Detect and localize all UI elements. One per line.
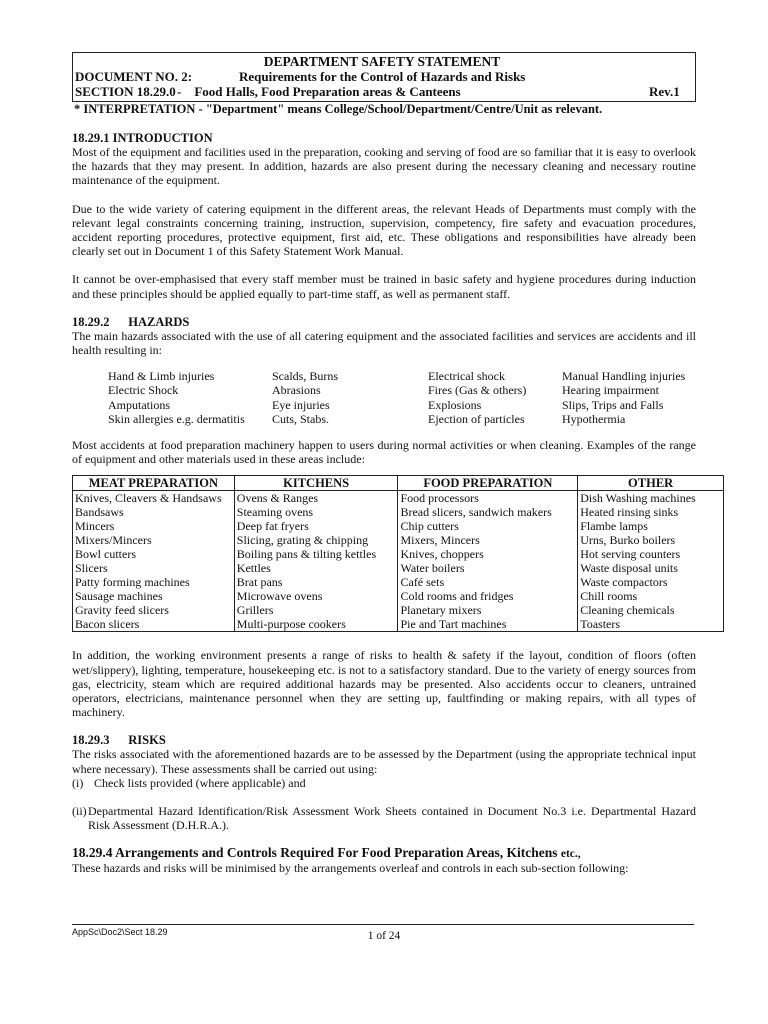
list-number: (i) <box>72 775 84 790</box>
doc-title: Requirements for the Control of Hazards and Risks <box>239 69 526 84</box>
table-cell: Food processors <box>398 491 578 506</box>
hazards-paragraph-1: The main hazards associated with the use of all catering equipment and the associated facilities and services are accidents and ill health resulting in: <box>72 328 696 358</box>
hazard-item: Hypothermia <box>562 411 626 426</box>
hazard-item: Slips, Trips and Falls <box>562 397 664 412</box>
table-row <box>73 561 724 575</box>
hazard-item: Manual Handling injuries <box>562 369 686 384</box>
table-cell: Boiling pans & tilting kettles <box>234 547 398 561</box>
table-row <box>73 519 724 533</box>
table-cell: Microwave ovens <box>234 589 398 603</box>
table-cell: Planetary mixers <box>398 603 578 617</box>
list-text: Departmental Hazard Identification/Risk Assessment Work Sheets contained in Document No.3 i.e. Departmental Hazard Risk Assessment (D.H.R.A.). <box>88 804 696 833</box>
table-cell: Grillers <box>234 603 398 617</box>
table-cell: Deep fat fryers <box>234 519 398 533</box>
header-doc-row <box>75 69 689 84</box>
section-title: - Food Halls, Food Preparation areas & Canteens <box>177 84 461 99</box>
hazard-item: Cuts, Stabs. <box>272 411 330 426</box>
table-cell: Toasters <box>578 617 724 632</box>
risks-list-item <box>72 776 696 790</box>
table-cell: Gravity feed slicers <box>73 603 235 617</box>
hazard-item: Scalds, Burns <box>272 369 338 384</box>
table-cell: Mincers <box>73 519 235 533</box>
table-cell: Café sets <box>398 575 578 589</box>
table-cell: Hot serving counters <box>578 547 724 561</box>
table-cell: Waste disposal units <box>578 561 724 575</box>
intro-paragraph-2: Due to the wide variety of catering equipment in the different areas, the relevant Heads of Departments must comply with the relevant legal constraints concerning training, instruction, supervision, competency, fire safety and evacuation procedures, accident reporting procedures, protective equipment, first aid, etc. These obligations and responsibilities have already been clearly set out in Document 1 of this Safety Statement Work Manual. <box>72 201 696 259</box>
hazard-item: Explosions <box>428 397 482 412</box>
footer-path: AppSc\Doc2\Sect 18.29 <box>72 927 168 937</box>
table-row <box>73 491 724 506</box>
table-cell: Knives, choppers <box>398 547 578 561</box>
table-cell: Cold rooms and fridges <box>398 589 578 603</box>
hazard-item: Fires (Gas & others) <box>428 383 527 398</box>
document-page <box>72 52 696 876</box>
environment-paragraph: In addition, the working environment presents a range of risks to health & safety if the layout, condition of floors (often wet/slippery), lighting, temperature, housekeeping etc. is not to a satisfactory standard. Due to the variety of energy sources from gas, electricity, steam which are required additional hazards may be presented. Also accidents occur to cleaners, untrained operators, electricians, maintenance personnel when they are setting up, faultfinding or making repairs, with all types of machinery. <box>72 648 696 720</box>
hazard-item: Skin allergies e.g. dermatitis <box>108 411 245 426</box>
table-cell: Knives, Cleavers & Handsaws <box>73 491 235 506</box>
revision-label: Rev.1 <box>649 84 680 99</box>
risks-list-item <box>72 804 696 832</box>
table-cell: Mixers/Mincers <box>73 533 235 547</box>
header-title: DEPARTMENT SAFETY STATEMENT <box>263 54 501 69</box>
document-header <box>72 52 696 102</box>
table-cell: Steaming ovens <box>234 505 398 519</box>
intro-heading: 18.29.1 INTRODUCTION <box>72 131 213 145</box>
doc-number-label: DOCUMENT NO. 2: <box>75 69 193 84</box>
table-cell: Kettles <box>234 561 398 575</box>
hazard-item: Hand & Limb injuries <box>108 369 215 384</box>
risks-heading: 18.29.3 RISKS <box>72 733 166 748</box>
table-cell: Dish Washing machines <box>578 491 724 506</box>
table-cell: Patty forming machines <box>73 575 235 589</box>
arrangements-heading <box>72 846 696 861</box>
table-cell: Water boilers <box>398 561 578 575</box>
table-cell: Waste compactors <box>578 575 724 589</box>
table-cell: Slicers <box>73 561 235 575</box>
table-row <box>73 575 724 589</box>
arrangements-paragraph: These hazards and risks will be minimised by the arrangements overleaf and controls in each sub-section following: <box>72 861 629 876</box>
footer-divider <box>72 924 694 925</box>
hazard-item: Electrical shock <box>428 369 505 384</box>
table-cell: Slicing, grating & chipping <box>234 533 398 547</box>
hazard-item: Eye injuries <box>272 397 330 412</box>
intro-paragraph-1: Most of the equipment and facilities used in the preparation, cooking and serving of food are so familiar that it is easy to overlook the hazards that they may present. In addition, hazards are also present during the necessary cleaning and necessary routine maintenance of the equipment. <box>72 145 696 188</box>
table-header-row <box>73 476 724 491</box>
table-cell: Ovens & Ranges <box>234 491 398 506</box>
table-cell: Heated rinsing sinks <box>578 505 724 519</box>
hazards-list <box>108 369 696 426</box>
table-cell: Chip cutters <box>398 519 578 533</box>
table-cell: Cleaning chemicals <box>578 603 724 617</box>
column-header-other: OTHER <box>578 476 724 491</box>
table-row <box>73 603 724 617</box>
table-cell: Mixers, Mincers <box>398 533 578 547</box>
table-row <box>73 505 724 519</box>
table-row <box>73 617 724 632</box>
table-row <box>73 589 724 603</box>
table-cell: Urns, Burko boilers <box>578 533 724 547</box>
column-header-kitchens: KITCHENS <box>234 476 398 491</box>
table-cell: Chill rooms <box>578 589 724 603</box>
table-row <box>73 547 724 561</box>
equipment-table <box>72 475 724 632</box>
arrangements-heading-text: 18.29.4 Arrangements and Controls Required For Food Preparation Areas, Kitchens <box>72 845 558 861</box>
arrangements-heading-suffix: etc., <box>560 848 581 861</box>
table-cell: Sausage machines <box>73 589 235 603</box>
hazard-item: Electric Shock <box>108 383 179 398</box>
table-cell: Flambe lamps <box>578 519 724 533</box>
column-header-meat: MEAT PREPARATION <box>73 476 235 491</box>
table-cell: Bread slicers, sandwich makers <box>398 505 578 519</box>
page-number: 1 of 24 <box>367 930 401 942</box>
hazards-paragraph-2: Most accidents at food preparation machinery happen to users during normal activities or when cleaning. Examples of the range of equipment and other materials used in these areas include: <box>72 438 696 467</box>
hazard-item: Ejection of particles <box>428 411 525 426</box>
header-section-row <box>75 84 689 99</box>
equipment-table-body <box>73 491 724 632</box>
list-number: (ii) <box>72 804 87 819</box>
hazards-heading: 18.29.2 HAZARDS <box>72 314 190 329</box>
hazard-item: Hearing impairment <box>562 383 659 398</box>
table-row <box>73 533 724 547</box>
hazard-item: Amputations <box>108 397 170 412</box>
risks-paragraph: The risks associated with the aforementioned hazards are to be assessed by the Department (using the appropriate technical input where necessary). These assessments shall be carried out using: <box>72 747 696 776</box>
intro-paragraph-3: It cannot be over-emphasised that every staff member must be trained in basic safety and hygiene procedures during induction and these principles should be applied equally to part-time staff, as well as permanent staff. <box>72 272 696 301</box>
table-cell: Brat pans <box>234 575 398 589</box>
table-cell: Bacon slicers <box>73 617 235 632</box>
table-cell: Bowl cutters <box>73 547 235 561</box>
table-cell: Pie and Tart machines <box>398 617 578 632</box>
hazard-item: Abrasions <box>272 383 321 398</box>
table-cell: Multi-purpose cookers <box>234 617 398 632</box>
table-cell: Bandsaws <box>73 505 235 519</box>
section-number: SECTION 18.29.0 <box>75 84 176 99</box>
list-text: Check lists provided (where applicable) and <box>94 775 306 790</box>
interpretation-note: * INTERPRETATION - "Department" means College/School/Department/Centre/Unit as relevant. <box>74 102 603 116</box>
column-header-food-prep: FOOD PREPARATION <box>398 476 578 491</box>
